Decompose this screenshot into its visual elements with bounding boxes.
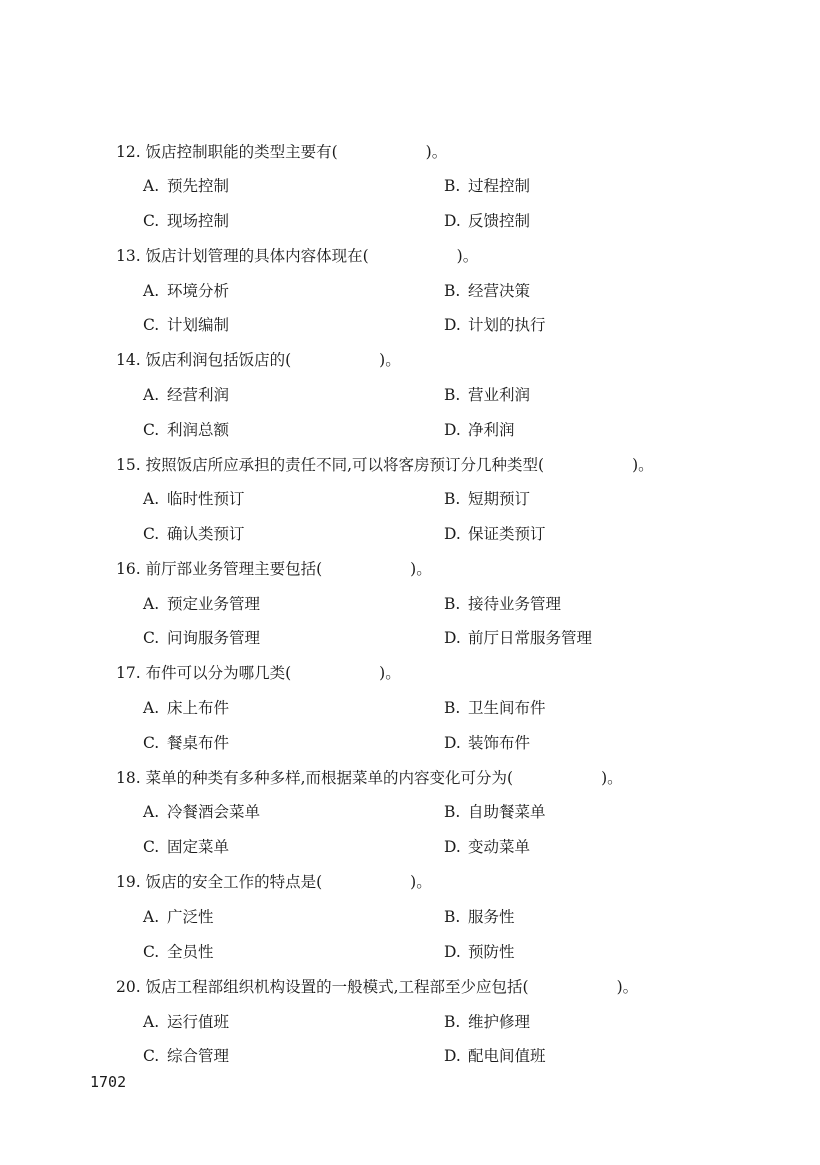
question-close: )。 — [425, 143, 448, 161]
question-19 — [116, 872, 432, 892]
option-a: A. 预定业务管理 — [143, 595, 261, 613]
question-text: 饭店工程部组织机构设置的一般模式,工程部至少应包括( — [145, 978, 529, 996]
option-b: B. 服务性 — [444, 908, 515, 926]
option-b: B. 卫生间布件 — [444, 699, 546, 717]
option-a: A. 运行值班 — [143, 1013, 230, 1031]
option-b: B. 营业利润 — [444, 386, 531, 404]
question-close: )。 — [410, 873, 432, 891]
option-b: B. 自助餐菜单 — [444, 803, 546, 821]
question-close: )。 — [601, 769, 623, 787]
question-text: 饭店计划管理的具体内容体现在( — [145, 247, 369, 265]
option-d: D. 变动菜单 — [444, 838, 531, 856]
question-text: 菜单的种类有多种多样,而根据菜单的内容变化可分为( — [145, 769, 514, 787]
option-d: D. 净利润 — [444, 421, 515, 439]
question-14 — [116, 350, 401, 370]
option-d: D. 配电间值班 — [444, 1047, 546, 1065]
option-c: C. 全员性 — [143, 943, 214, 961]
option-a: A. 广泛性 — [143, 908, 214, 926]
option-d: D. 保证类预订 — [444, 525, 546, 543]
question-close: )。 — [410, 560, 432, 578]
option-a: A. 床上布件 — [143, 699, 230, 717]
question-15 — [116, 455, 654, 475]
option-d: D. 计划的执行 — [444, 316, 546, 334]
question-number: 20. — [116, 978, 141, 996]
option-d: D. 反馈控制 — [444, 212, 531, 230]
option-b: B. 经营决策 — [444, 282, 531, 300]
option-b: B. 短期预订 — [444, 490, 531, 508]
option-c: C. 固定菜单 — [143, 838, 230, 856]
question-number: 14. — [116, 351, 141, 369]
option-b: B. 接待业务管理 — [444, 595, 562, 613]
question-number: 19. — [116, 873, 141, 891]
option-c: C. 计划编制 — [143, 316, 230, 334]
option-c: C. 问询服务管理 — [143, 629, 261, 647]
option-c: C. 餐桌布件 — [143, 734, 230, 752]
page-code: 1702 — [90, 1073, 127, 1091]
option-a: A. 预先控制 — [143, 177, 230, 195]
option-d: D. 装饰布件 — [444, 734, 531, 752]
question-number: 16. — [116, 560, 141, 578]
question-text: 布件可以分为哪几类( — [145, 664, 292, 682]
option-b: B. 过程控制 — [444, 177, 531, 195]
question-text: 前厅部业务管理主要包括( — [145, 560, 323, 578]
option-c: C. 利润总额 — [143, 421, 230, 439]
question-number: 17. — [116, 664, 141, 682]
option-a: A. 冷餐酒会菜单 — [143, 803, 261, 821]
question-13 — [116, 246, 478, 266]
question-20 — [116, 977, 638, 997]
option-d: D. 前厅日常服务管理 — [444, 629, 593, 647]
question-text: 饭店的安全工作的特点是( — [145, 873, 323, 891]
question-number: 15. — [116, 456, 141, 474]
option-a: A. 经营利润 — [143, 386, 230, 404]
option-c: C. 确认类预订 — [143, 525, 245, 543]
option-b: B. 维护修理 — [444, 1013, 531, 1031]
option-a: A. 环境分析 — [143, 282, 230, 300]
question-close: )。 — [379, 351, 401, 369]
option-c: C. 综合管理 — [143, 1047, 230, 1065]
question-number: 12. — [116, 143, 141, 161]
question-18 — [116, 768, 623, 788]
question-text: 按照饭店所应承担的责任不同,可以将客房预订分几种类型( — [145, 456, 545, 474]
question-close: )。 — [379, 664, 401, 682]
option-c: C. 现场控制 — [143, 212, 230, 230]
option-d: D. 预防性 — [444, 943, 515, 961]
question-12 — [116, 142, 447, 162]
question-close: )。 — [616, 978, 639, 996]
question-text: 饭店利润包括饭店的( — [145, 351, 292, 369]
question-close: )。 — [456, 247, 479, 265]
question-number: 18. — [116, 769, 141, 787]
question-text: 饭店控制职能的类型主要有( — [145, 143, 338, 161]
question-number: 13. — [116, 247, 141, 265]
option-a: A. 临时性预订 — [143, 490, 245, 508]
question-16 — [116, 559, 432, 579]
question-17 — [116, 663, 401, 683]
question-close: )。 — [632, 456, 654, 474]
